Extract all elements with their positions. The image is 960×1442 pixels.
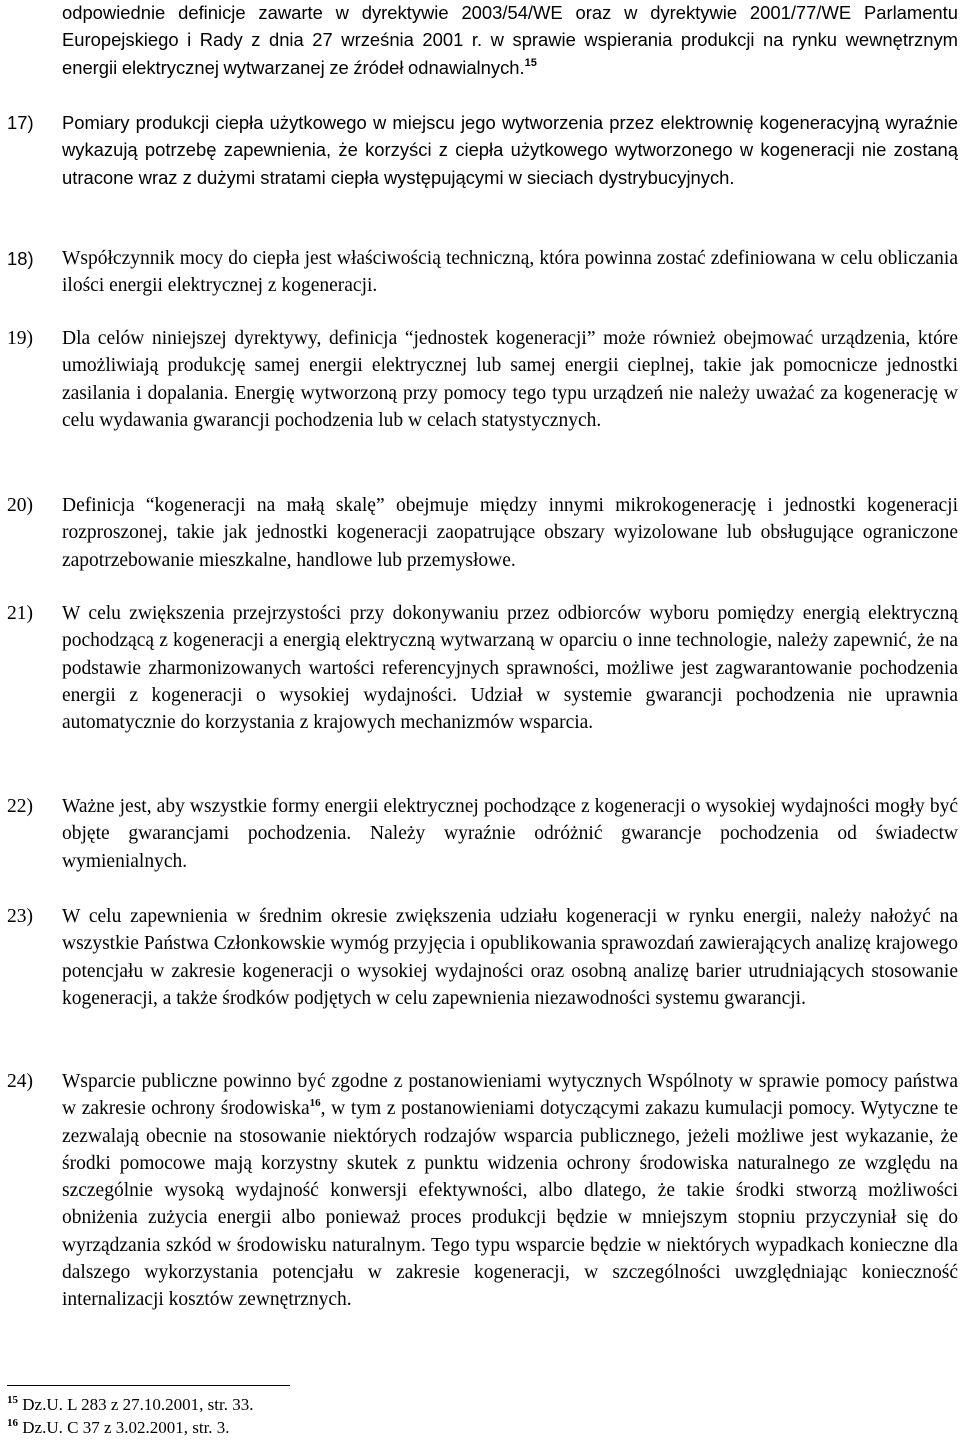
paragraph-24 — [62, 1068, 958, 1314]
paragraph-number-18: 18) — [7, 248, 34, 269]
paragraph-24-text-before: Wsparcie publiczne powinno być zgodne z postanowieniami wytycznych Wspólnoty w sprawie pomocy państwa w zakresie ochrony środowiska — [62, 1071, 958, 1120]
paragraph-number-17: 17) — [7, 112, 34, 133]
footnote-16-number: 16 — [7, 1416, 18, 1429]
paragraph-number-21: 21) — [7, 603, 33, 624]
paragraph-23: W celu zapewnienia w średnim okresie zwiększenia udziału kogeneracji w rynku energii, należy nałożyć na wszystkie Państwa Członkowskie wymóg przyjęcia i opublikowania sprawozdań zawierających analizę krajowego potencjału w zakresie kogeneracji o wysokiej wydajności oraz osobną analizę barier utrudniających stosowanie kogeneracji, a także środków podjętych w celu zapewnienia niezawodności systemu gwarancji. — [62, 906, 958, 1009]
paragraph-18: Współczynnik mocy do ciepła jest właściwością techniczną, która powinna zostać zdefiniowana w celu obliczania ilości energii elektrycznej z kogeneracji. — [62, 248, 958, 297]
paragraph-17: Pomiary produkcji ciepła użytkowego w miejscu jego wytworzenia przez elektrownię kogeneracyjną wyraźnie wykazują potrzebę zapewnienia, że korzyści z ciepła użytkowego wytworzonego w kogeneracji nie zostaną utracone wraz z dużymi stratami ciepła występującymi w sieciach dystrybucyjnych. — [62, 112, 958, 188]
paragraph-number-23: 23) — [7, 906, 33, 927]
paragraph-19: Dla celów niniejszej dyrektywy, definicja “jednostek kogeneracji” może również obejmować urządzenia, które umożliwiają produkcję samej energii elektrycznej lub samej energii cieplnej, takie jak pomocnicze jednostki zasilania i dopalania. Energię wytworzoną przy pomocy tego typu urządzeń nie należy uważać za kogenerację w celu wydawania gwarancji pochodzenia lub w celach statystycznych. — [62, 328, 958, 431]
paragraph-number-24: 24) — [7, 1071, 33, 1092]
intro-paragraph — [62, 0, 958, 81]
paragraph-number-20: 20) — [7, 495, 33, 516]
paragraph-24-text-after: , w tym z postanowieniami dotyczącymi zakazu kumulacji pomocy. Wytyczne te zezwalają obecnie na stosowanie niektórych rodzajów wsparcia publicznego, jeżeli możliwe jest wykazanie, że środki pomocowe mają korzystny skutek z punktu widzenia ochrony środowiska naturalnego ze względu na szczególnie wysoką wydajność konwersji efektywności, albo dlatego, że takie środki stworzą możliwości obniżenia zużycia energii albo ponieważ proces produkcji będzie w mniejszym stopniu przyczyniał się do wyrządzania szkód w środowisku naturalnym. Tego typu wsparcie będzie w niektórych wypadkach konieczne dla dalszego wykorzystania potencjału w zakresie kogeneracji, w szczególności uwzględniając konieczność internalizacji kosztów zewnętrznych. — [62, 1098, 958, 1311]
footnote-ref-15: 15 — [524, 56, 537, 69]
footnote-ref-16: 16 — [309, 1097, 321, 1110]
paragraph-21: W celu zwiększenia przejrzystości przy dokonywaniu przez odbiorców wyboru pomiędzy energią elektryczną pochodzącą z kogeneracji a energią elektryczną wytwarzaną w oparciu o inne technologie, należy zapewnić, że na podstawie zharmonizowanych wartości referencyjnych sprawności, możliwe jest zagwarantowanie pochodzenia energii z kogeneracji o wysokiej wydajności. Udział w systemie gwarancji pochodzenia nie uprawnia automatycznie do korzystania z krajowych mechanizmów wsparcia. — [62, 603, 958, 734]
footnote-15 — [7, 1395, 253, 1415]
footnote-separator — [7, 1385, 290, 1386]
footnote-15-number: 15 — [7, 1393, 18, 1406]
footnote-16 — [7, 1418, 230, 1438]
footnote-15-text: Dz.U. L 283 z 27.10.2001, str. 33. — [22, 1395, 254, 1414]
paragraph-20: Definicja “kogeneracji na małą skalę” obejmuje między innymi mikrokogenerację i jednostki kogeneracji rozproszonej, takie jak jednostki kogeneracji zaopatrujące obszary wyizolowane lub obsługujące ograniczone zapotrzebowanie mieszkalne, handlowe lub przemysłowe. — [62, 495, 958, 571]
intro-text: odpowiednie definicje zawarte w dyrektywie 2003/54/WE oraz w dyrektywie 2001/77/WE Parlamentu Europejskiego i Rady z dnia 27 września 2001 r. w sprawie wspierania produkcji na rynku wewnętrznym energii elektrycznej wytwarzanej ze źródeł odnawialnych. — [62, 2, 958, 78]
paragraph-number-22: 22) — [7, 796, 33, 817]
footnote-16-text: Dz.U. C 37 z 3.02.2001, str. 3. — [22, 1418, 230, 1437]
paragraph-number-19: 19) — [7, 328, 33, 349]
paragraph-22: Ważne jest, aby wszystkie formy energii elektrycznej pochodzące z kogeneracji o wysokiej wydajności mogły być objęte gwarancjami pochodzenia. Należy wyraźnie odróżnić gwarancje pochodzenia od świadectw wymienialnych. — [62, 796, 958, 872]
